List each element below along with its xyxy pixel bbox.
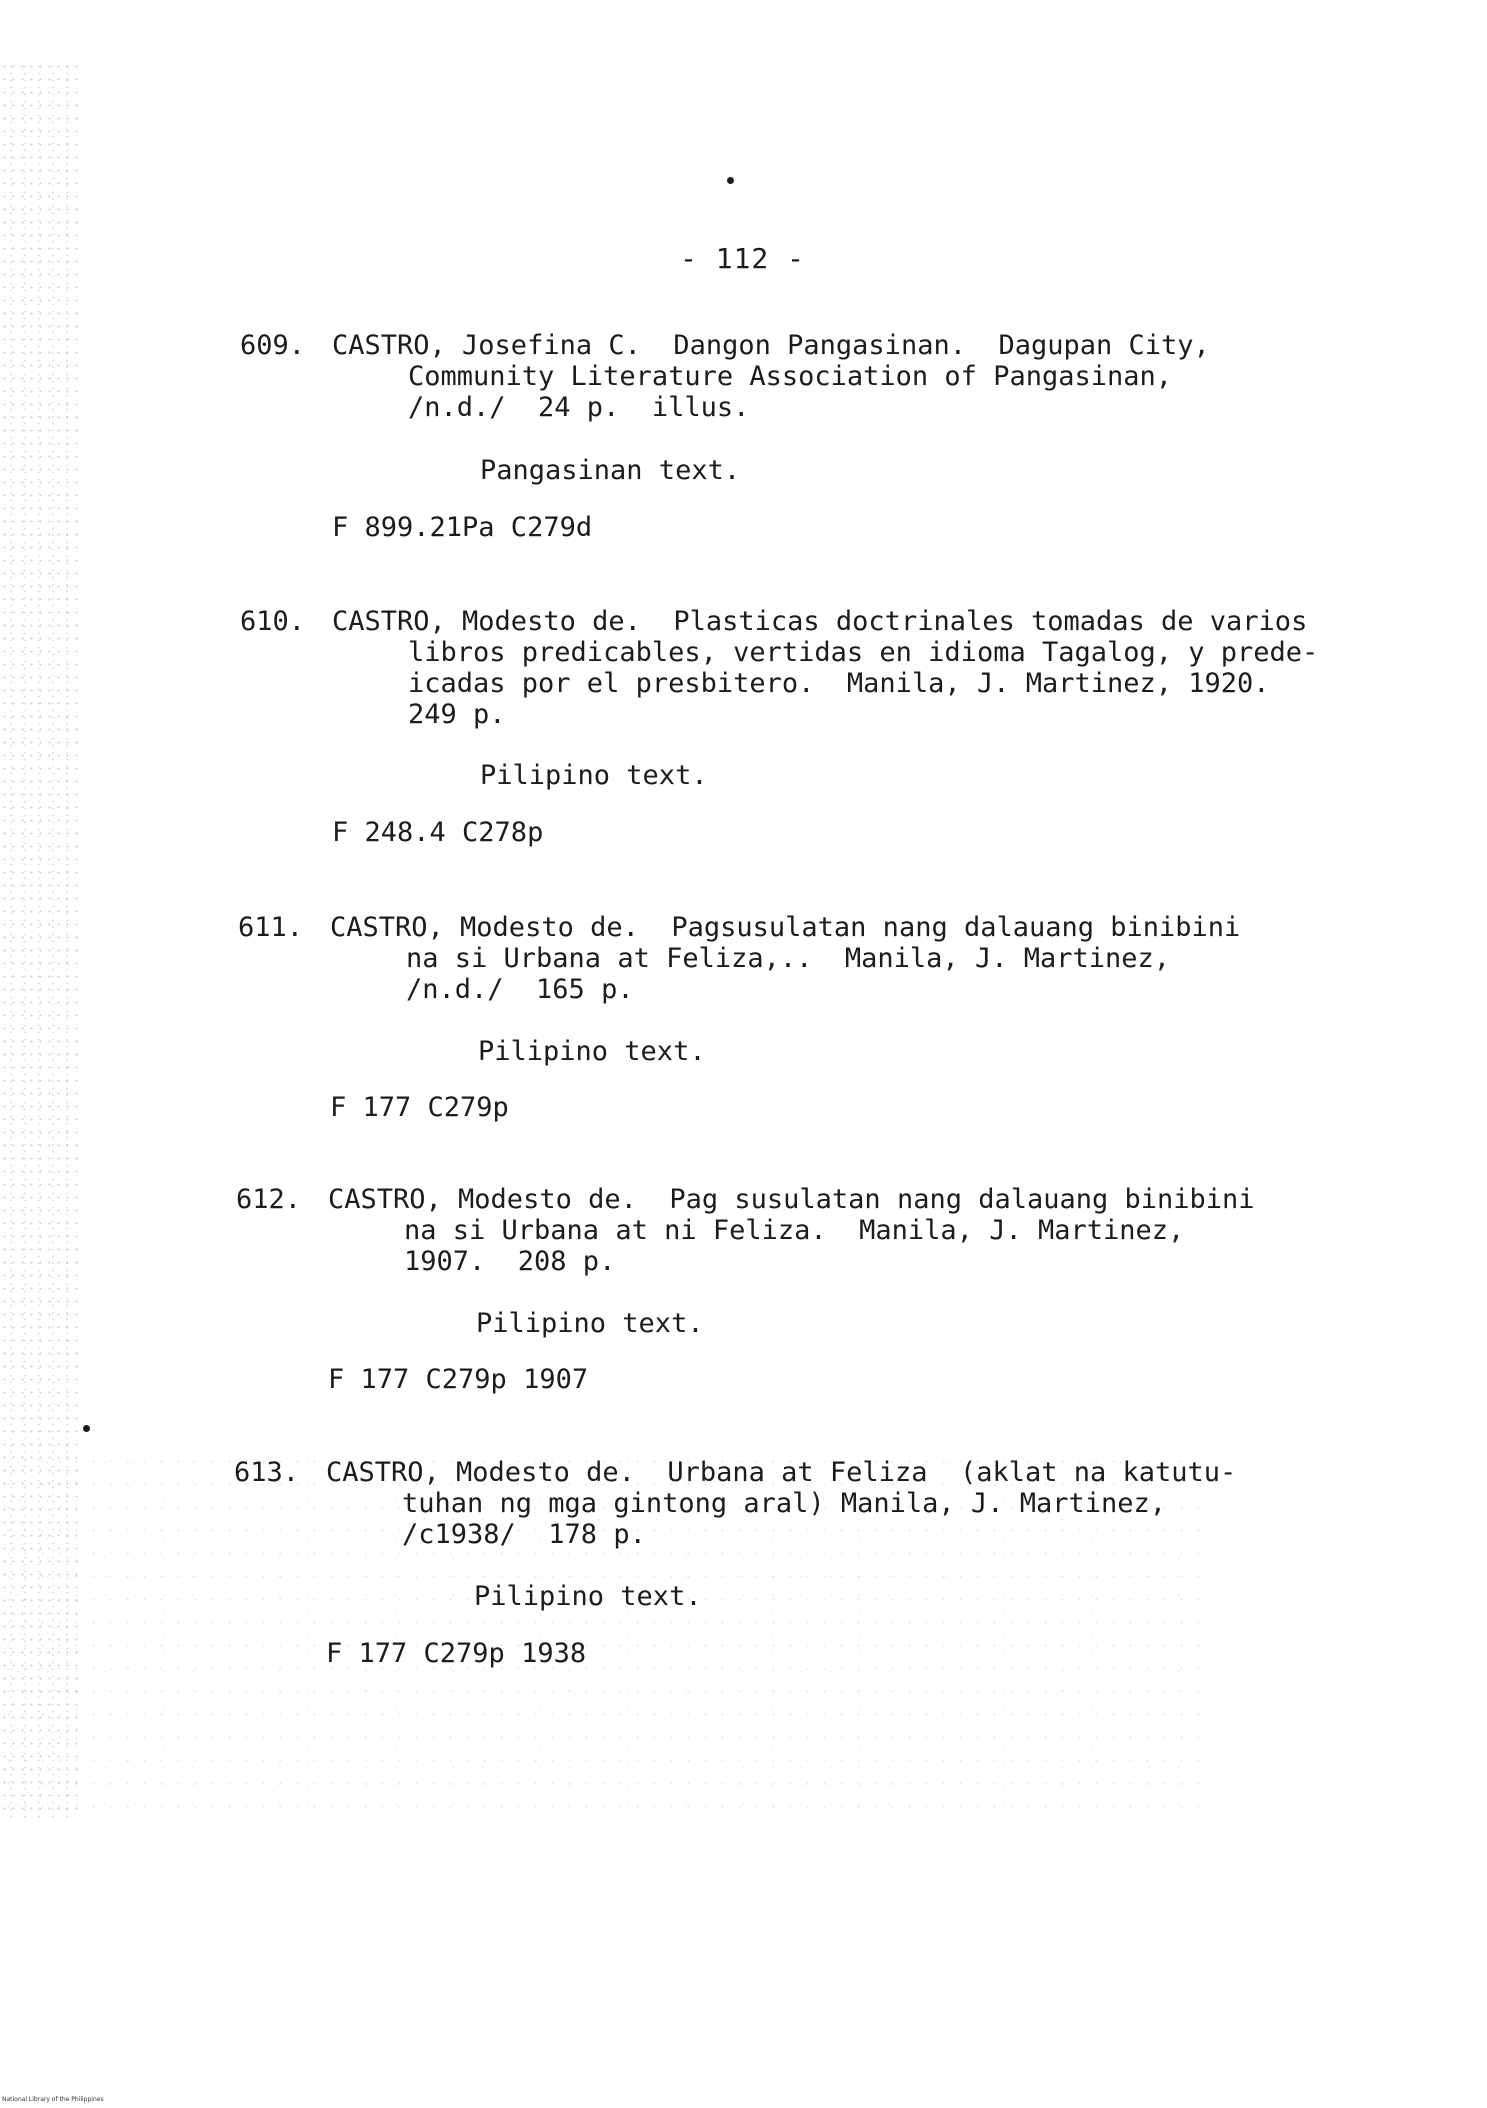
entry-number: 613. [234,1457,300,1488]
entry-citation-line: ∕c1938∕ 178 p. [402,1519,646,1550]
entry-citation-line: CASTRO, Josefina C. Dangon Pangasinan. Dagupan City, [332,330,1210,361]
catalog-entry [240,330,1210,578]
entry-citation-line: CASTRO, Modesto de. Pag susulatan nang dalauang binibini [328,1184,1255,1215]
entry-number: 609. [240,330,306,361]
entry-call-number: F 177 C279p [330,1092,509,1123]
page-number: - 112 - [680,242,806,275]
entry-citation-line: tuhan ng mga gintong aral) Manila, J. Martinez, [402,1488,1167,1519]
entry-call-number: F 899.21Pa C279d [332,512,593,543]
entry-citation-line: ∕n.d.∕ 24 p. illus. [408,392,750,423]
catalog-entry [236,1184,1255,1432]
ink-mark [727,177,734,184]
entry-citation-line: CASTRO, Modesto de. Pagsusulatan nang dalauang binibini [330,912,1241,943]
entry-citation-line: ∕n.d.∕ 165 p. [406,974,634,1005]
catalog-entry [238,912,1241,1160]
catalog-entry [234,1457,1237,1705]
entry-citation-line: CASTRO, Modesto de. Urbana at Feliza (aklat na katutu- [326,1457,1237,1488]
entry-language-note: Pangasinan text. [480,455,741,486]
entry-number: 611. [238,912,304,943]
entry-citation-line: CASTRO, Modesto de. Plasticas doctrinales tomadas de varios [332,606,1308,637]
entry-citation-line: icadas por el presbitero. Manila, J. Martinez, 1920. [408,668,1270,699]
entry-number: 610. [240,606,306,637]
entry-citation-line: libros predicables, vertidas en idioma Tagalog, y prede- [408,637,1319,668]
scan-footer: National Library of the Philippines [2,2096,104,2103]
entry-language-note: Pilipino text. [474,1581,702,1612]
entry-citation-line: na si Urbana at ni Feliza. Manila, J. Martinez, [404,1215,1185,1246]
entry-call-number: F 177 C279p 1938 [326,1638,587,1669]
entry-citation-line: 249 p. [408,699,506,730]
entry-citation-line: na si Urbana at Feliza,.. Manila, J. Martinez, [406,943,1171,974]
entry-citation-line: 1907. 208 p. [404,1246,616,1277]
entry-citation-line: Community Literature Association of Pangasinan, [408,361,1173,392]
entry-call-number: F 248.4 C278p [332,817,544,848]
entry-call-number: F 177 C279p 1907 [328,1364,589,1395]
catalog-entry [240,606,1319,885]
entry-language-note: Pilipino text. [480,760,708,791]
ink-mark [83,1425,90,1432]
entry-language-note: Pilipino text. [476,1308,704,1339]
entry-number: 612. [236,1184,302,1215]
entry-language-note: Pilipino text. [478,1036,706,1067]
